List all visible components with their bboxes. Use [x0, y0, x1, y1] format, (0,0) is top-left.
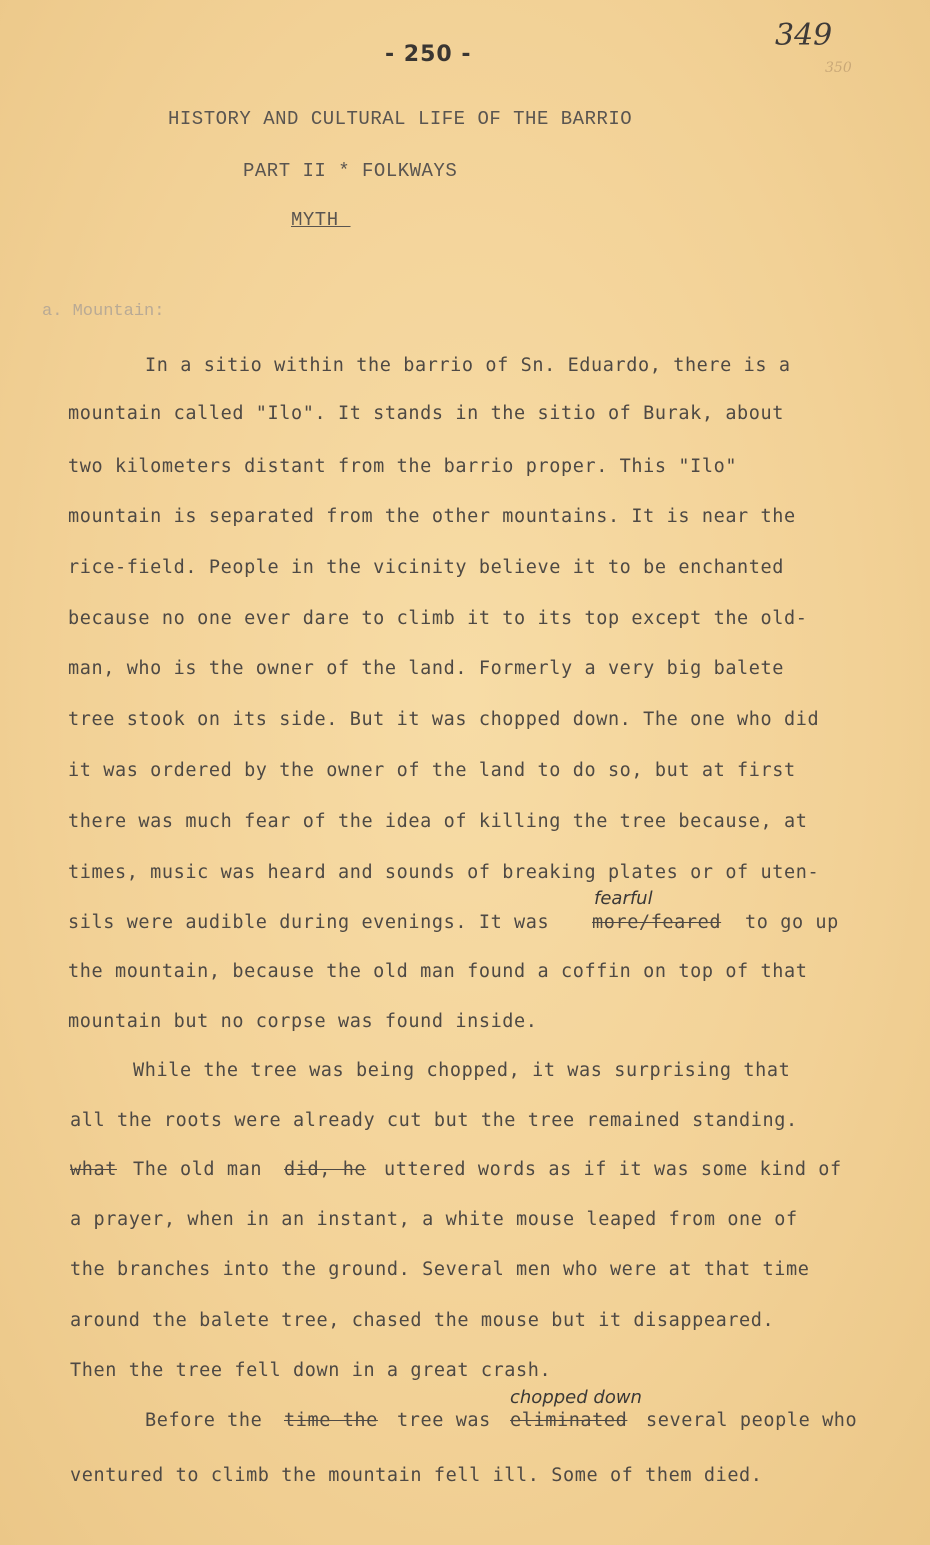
text-line: the mountain, because the old man found a coffin on top of that	[68, 961, 808, 982]
text-line: two kilometers distant from the barrio proper. This "Ilo"	[68, 456, 738, 477]
text-line: man, who is the owner of the land. Formerly a very big balete	[68, 658, 785, 679]
text-line: tree stook on its side. But it was chopped down. The one who did	[68, 709, 820, 730]
text-line: times, music was heard and sounds of breaking plates or of uten-	[68, 862, 820, 883]
struck-text: what	[70, 1159, 117, 1180]
faint-page-mark: 350	[825, 60, 852, 76]
text-line: In a sitio within the barrio of Sn. Eduardo, there is a	[145, 355, 791, 376]
text-line: uttered words as if it was some kind of	[384, 1159, 842, 1180]
text-line: mountain but no corpse was found inside.	[68, 1011, 538, 1032]
struck-text: more/feared	[592, 912, 722, 933]
struck-text: did, he	[284, 1159, 367, 1180]
text-line: rice-field. People in the vicinity believe it to be enchanted	[68, 557, 785, 578]
text-line: because no one ever dare to climb it to its top except the old-	[68, 608, 808, 629]
struck-text: eliminated	[510, 1410, 628, 1431]
text-line: sils were audible during evenings. It was	[68, 912, 550, 933]
text-line: mountain called "Ilo". It stands in the sitio of Burak, about	[68, 403, 785, 424]
text-line: Before the	[145, 1410, 263, 1431]
text-line: to go up	[745, 912, 839, 933]
text-line: ventured to climb the mountain fell ill. Some of them died.	[70, 1465, 763, 1486]
handwritten-page-number: 349	[775, 18, 833, 53]
handwritten-correction: chopped down	[510, 1387, 642, 1408]
text-line: The old man	[133, 1159, 263, 1180]
text-line: several people who	[646, 1410, 858, 1431]
handwritten-correction: fearful	[594, 888, 653, 909]
text-line: Then the tree fell down in a great crash.	[70, 1360, 552, 1381]
text-line: mountain is separated from the other mountains. It is near the	[68, 506, 796, 527]
text-line: While the tree was being chopped, it was surprising that	[133, 1060, 791, 1081]
text-line: a prayer, when in an instant, a white mouse leaped from one of	[70, 1209, 798, 1230]
struck-text: time the	[284, 1410, 378, 1431]
document-title: HISTORY AND CULTURAL LIFE OF THE BARRIO	[168, 108, 633, 130]
text-line: tree was	[397, 1410, 491, 1431]
text-line: there was much fear of the idea of killing the tree because, at	[68, 811, 808, 832]
section-heading: MYTH_	[291, 209, 351, 231]
page-number: - 250 -	[385, 42, 472, 67]
text-line: the branches into the ground. Several men who were at that time	[70, 1259, 810, 1280]
subsection-label: a. Mountain:	[42, 302, 165, 321]
part-heading: PART II * FOLKWAYS	[243, 160, 458, 182]
text-line: around the balete tree, chased the mouse but it disappeared.	[70, 1310, 775, 1331]
text-line: it was ordered by the owner of the land to do so, but at first	[68, 760, 796, 781]
text-line: all the roots were already cut but the tree remained standing.	[70, 1110, 798, 1131]
